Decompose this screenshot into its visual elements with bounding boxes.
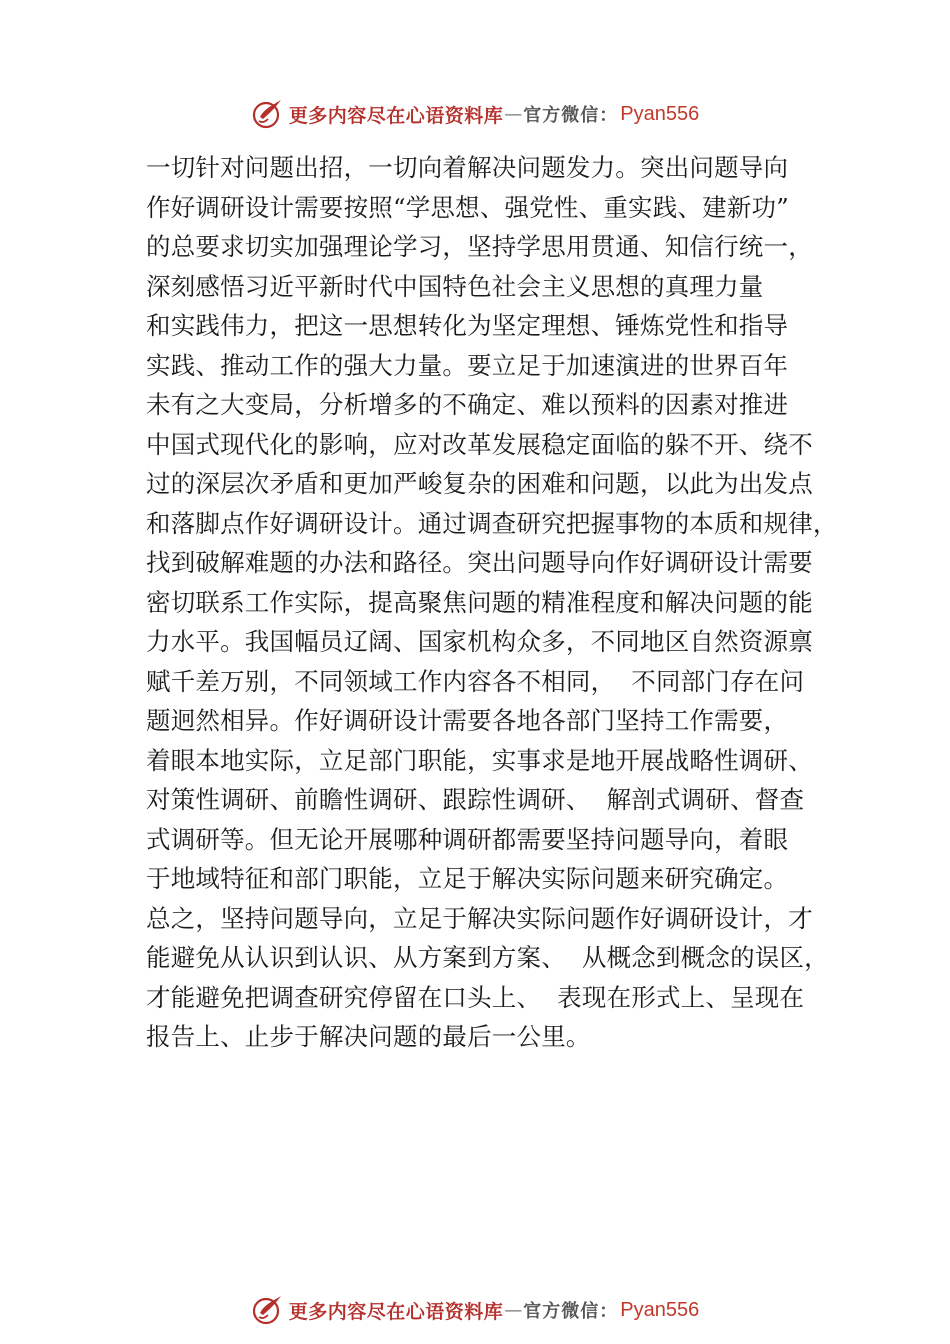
- body-line: 一切针对问题出招，一切向着解决问题发力。突出问题导向: [146, 153, 789, 182]
- pen-brush-logo-icon: [251, 1293, 285, 1327]
- body-line: 未有之大变局，分析增多的不确定、难以预料的因素对推进: [146, 390, 789, 419]
- banner-dash: —: [504, 1299, 523, 1321]
- banner-wechat-label: 官方微信：: [523, 1301, 619, 1322]
- banner-wechat-id: Pyan556: [620, 102, 700, 125]
- banner-dash: —: [504, 103, 523, 125]
- body-line: 报告上、止步于解决问题的最后一公里。: [146, 1022, 591, 1051]
- body-line: 题迥然相异。作好调研设计需要各地各部门坚持工作需要，: [146, 706, 789, 735]
- body-line: 于地域特征和部门职能，立足于解决实际问题来研究确定。: [146, 864, 789, 893]
- body-line: 能避免从认识到认识、从方案到方案、 从概念到概念的误区，: [146, 943, 829, 972]
- body-line: 赋千差万别，不同领域工作内容各不相同， 不同部门存在问: [146, 666, 805, 696]
- body-line: 过的深层次矛盾和更加严峻复杂的困难和问题，以此为出发点: [146, 469, 813, 498]
- banner-wechat-label: 官方微信：: [523, 105, 619, 126]
- body-line: 才能避免把调查研究停留在口头上、 表现在形式上、呈现在: [146, 982, 805, 1012]
- body-line: 和落脚点作好调研设计。通过调查研究把握事物的本质和规律，: [146, 508, 838, 538]
- pen-brush-logo-icon: [251, 97, 285, 131]
- banner-main-text: 更多内容尽在心语资料库: [288, 104, 504, 127]
- body-line: 的总要求切实加强理论学习，坚持学思用贯通、知信行统一，: [146, 232, 813, 261]
- footer-banner: [0, 1290, 950, 1330]
- body-line: 总之，坚持问题导向，立足于解决实际问题作好调研设计，才: [146, 903, 813, 933]
- body-line: 力水平。我国幅员辽阔、国家机构众多，不同地区自然资源禀: [146, 627, 813, 656]
- body-line: 密切联系工作实际，提高聚焦问题的精准程度和解决问题的能: [146, 587, 813, 617]
- header-banner: [0, 94, 950, 134]
- body-line: 找到破解难题的办法和路径。突出问题导向作好调研设计需要: [146, 548, 813, 577]
- body-line: 着眼本地实际，立足部门职能，实事求是地开展战略性调研、: [146, 745, 813, 775]
- body-line: 和实践伟力，把这一思想转化为坚定理想、锤炼党性和指导: [146, 311, 789, 340]
- document-body: [146, 148, 846, 1057]
- body-line: 对策性调研、前瞻性调研、跟踪性调研、 解剖式调研、督查: [146, 785, 805, 814]
- body-line: 深刻感悟习近平新时代中国特色社会主义思想的真理力量: [146, 271, 764, 301]
- banner-wechat-id: Pyan556: [620, 1298, 700, 1321]
- body-line: 作好调研设计需要按照“学思想、强党性、重实践、建新功”: [146, 192, 789, 222]
- body-line: 式调研等。但无论开展哪种调研都需要坚持问题导向，着眼: [146, 824, 789, 854]
- body-line: 中国式现代化的影响，应对改革发展稳定面临的躲不开、绕不: [146, 429, 813, 459]
- body-line: 实践、推动工作的强大力量。要立足于加速演进的世界百年: [146, 350, 789, 380]
- banner-main-text: 更多内容尽在心语资料库: [288, 1300, 504, 1323]
